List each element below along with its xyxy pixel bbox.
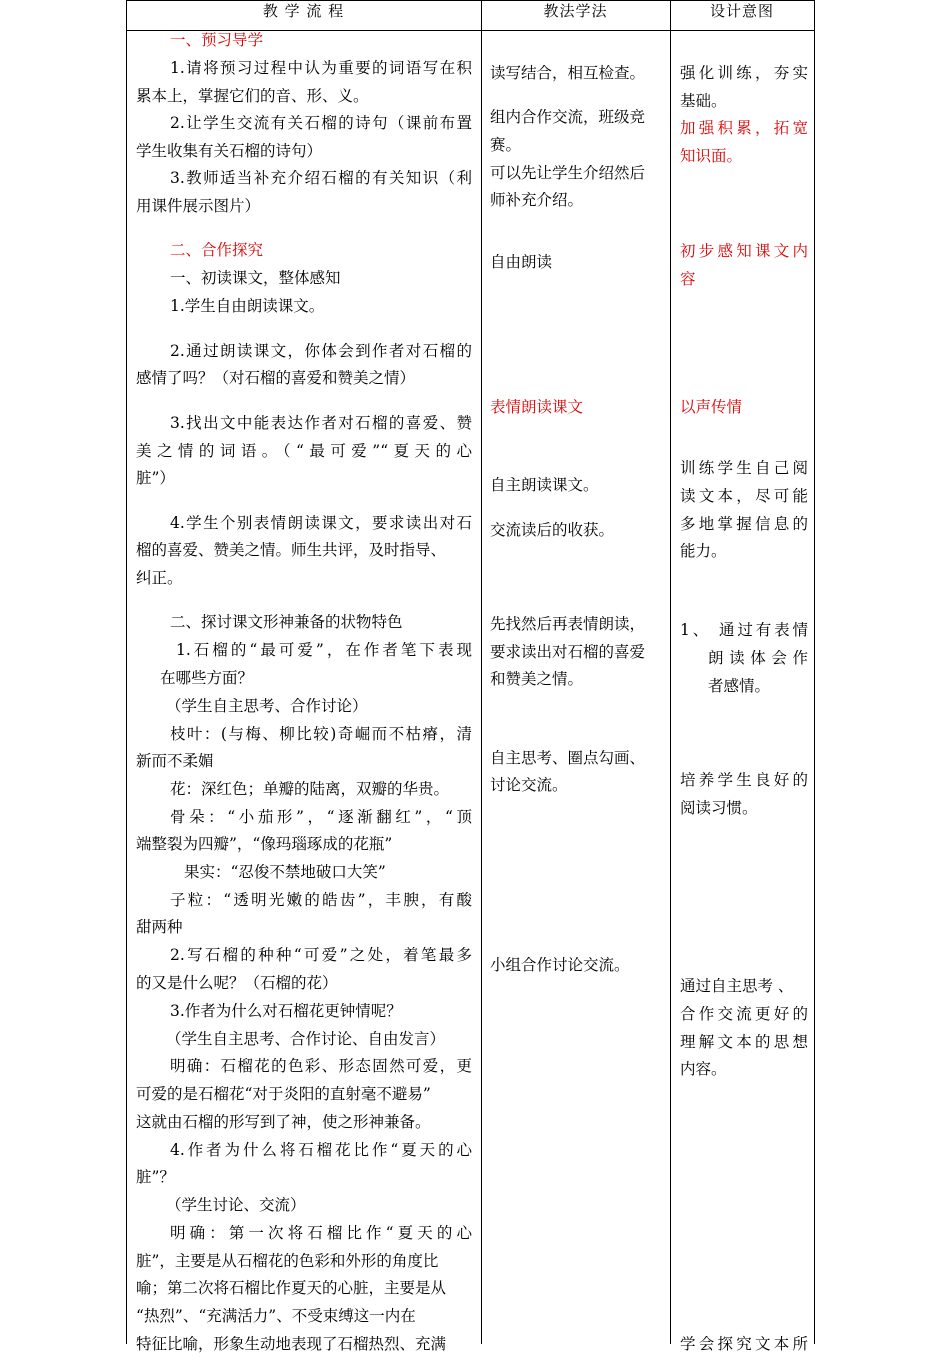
column-divider-2 xyxy=(670,0,671,1344)
intent-text: 知识面。 xyxy=(680,147,743,165)
method-text: 先找然后再表情朗读， xyxy=(490,615,646,633)
text-line: （学生自主思考、合作讨论、自由发言） xyxy=(166,1030,446,1048)
text-line: 纠正。 xyxy=(136,569,183,587)
intent-text: 阅读习惯。 xyxy=(680,799,758,817)
intent-text: 强化训练，夯实 xyxy=(680,64,808,82)
text-line: “热烈”、“充满活力”、不受束缚这一内在 xyxy=(136,1307,416,1325)
text-line: 明确：石榴花的色彩、形态固然可爱，更 xyxy=(170,1057,472,1075)
text-line: 4.学生个别表情朗读课文，要求读出对石 xyxy=(170,514,472,532)
text-line: 4.作者为什么将石榴花比作“夏天的心 xyxy=(170,1141,472,1159)
text-line: 3.作者为什么对石榴花更钟情呢？ xyxy=(170,1002,402,1020)
text-line: 1.学生自由朗读课文。 xyxy=(170,297,325,315)
text-line: 子粒：“透明光嫩的皓齿”，丰腴，有酸 xyxy=(170,891,472,909)
intent-text: 容 xyxy=(680,270,696,288)
intent-text: 加强积累，拓宽 xyxy=(680,119,808,137)
header-teaching-process: 教 学 流 程 xyxy=(262,2,345,20)
text-line: 感情了吗？（对石榴的喜爱和赞美之情） xyxy=(136,369,416,387)
method-text: 和赞美之情。 xyxy=(490,670,584,688)
text-line: 喻；第二次将石榴比作夏天的心脏，主要是从 xyxy=(136,1279,447,1297)
text-line: 果实：“忍俊不禁地破口大笑” xyxy=(184,863,386,881)
text-line: 花：深红色；单瓣的陆离，双瓣的华贵。 xyxy=(170,780,450,798)
method-text: 小组合作讨论交流。 xyxy=(490,956,630,974)
intent-text: 基础。 xyxy=(680,92,727,110)
intent-text: 学会探究文本所 xyxy=(680,1335,808,1353)
text-line: 美之情的词语。（“最可爱”“夏天的心 xyxy=(136,442,472,460)
method-text: 自由朗读 xyxy=(490,253,553,271)
text-line: 学生收集有关石榴的诗句） xyxy=(136,142,323,160)
table-left-border xyxy=(126,0,127,1344)
intent-text: 1、 通过有表情 xyxy=(680,621,808,639)
intent-text: 读文本，尽可能 xyxy=(680,487,808,505)
text-line: 这就由石榴的形写到了神，使之形神兼备。 xyxy=(136,1113,431,1131)
method-text: 赛。 xyxy=(490,136,522,154)
method-text: 要求读出对石榴的喜爱 xyxy=(490,643,646,661)
text-line: 3.找出文中能表达作者对石榴的喜爱、赞 xyxy=(170,414,472,432)
intent-text: 朗读体会作 xyxy=(708,649,808,667)
intent-text: 内容。 xyxy=(680,1060,727,1078)
method-text: 交流读后的收获。 xyxy=(490,521,615,539)
header-design-intent: 设计意图 xyxy=(709,2,774,20)
intent-text: 者感情。 xyxy=(708,677,771,695)
method-text: 自主朗读课文。 xyxy=(490,476,599,494)
section-title-preview: 一、预习导学 xyxy=(170,31,264,49)
text-line: 明确：第一次将石榴比作“夏天的心 xyxy=(170,1224,472,1242)
text-line: 2.写石榴的种种“可爱”之处，着笔最多 xyxy=(170,946,472,964)
text-line: 1.请将预习过程中认为重要的词语写在积 xyxy=(170,59,472,77)
text-line: 的又是什么呢？（石榴的花） xyxy=(136,974,338,992)
text-line: 2.通过朗读课文，你体会到作者对石榴的 xyxy=(170,342,472,360)
method-text: 组内合作交流，班级竞 xyxy=(490,108,646,126)
text-line: 端整裂为四瓣”，“像玛瑙琢成的花瓶” xyxy=(136,835,393,853)
text-line: （学生自主思考、合作讨论） xyxy=(166,697,368,715)
method-text: 可以先让学生介绍然后 xyxy=(490,164,646,182)
text-line: 在哪些方面？ xyxy=(160,669,254,687)
method-text: 表情朗读课文 xyxy=(490,398,584,416)
method-text: 读写结合，相互检查。 xyxy=(490,64,646,82)
text-line: 骨朵：“小茄形”，“逐渐翻红”，“顶 xyxy=(170,808,472,826)
intent-text: 理解文本的思想 xyxy=(680,1033,808,1051)
text-line: 2.让学生交流有关石榴的诗句（课前布置 xyxy=(170,114,472,132)
header-methods: 教法学法 xyxy=(543,2,608,20)
intent-text: 多地掌握信息的 xyxy=(680,515,808,533)
intent-text: 合作交流更好的 xyxy=(680,1005,808,1023)
text-line: 3.教师适当补充介绍石榴的有关知识（利 xyxy=(170,169,472,187)
text-line: 枝叶：(与梅、柳比较)奇崛而不枯瘠，清 xyxy=(170,725,472,743)
text-line: 特征比喻，形象生动地表现了石榴热烈、充满 xyxy=(136,1335,447,1353)
text-line: 脏”？ xyxy=(136,1168,175,1186)
text-line: 1.石榴的“最可爱”，在作者笔下表现 xyxy=(176,641,472,659)
text-line: 甜两种 xyxy=(136,918,183,936)
text-line: 脏”，主要是从石榴花的色彩和外形的角度比 xyxy=(136,1252,439,1270)
intent-text: 通过自主思考 、 xyxy=(680,977,794,995)
section-title-cooperation: 二、合作探究 xyxy=(170,241,264,259)
subsection-title: 二、探讨课文形神兼备的状物特色 xyxy=(170,613,403,631)
text-line: 榴的喜爱、赞美之情。师生共评，及时指导、 xyxy=(136,541,447,559)
text-line: 用课件展示图片） xyxy=(136,197,261,215)
text-line: 可爱的是石榴花“对于炎阳的直射毫不避易” xyxy=(136,1085,431,1103)
text-line: 累本上，掌握它们的音、形、义。 xyxy=(136,87,369,105)
lesson-plan-table xyxy=(126,0,814,1353)
text-line: （学生讨论、交流） xyxy=(166,1196,306,1214)
method-text: 自主思考、圈点勾画、 xyxy=(490,749,646,767)
text-line: 新而不柔媚 xyxy=(136,752,214,770)
intent-text: 能力。 xyxy=(680,542,727,560)
method-text: 讨论交流。 xyxy=(490,776,568,794)
intent-text: 初步感知课文内 xyxy=(680,242,808,260)
intent-text: 训练学生自己阅 xyxy=(680,459,808,477)
intent-text: 培养学生良好的 xyxy=(680,771,808,789)
subsection-title: 一、初读课文，整体感知 xyxy=(170,269,341,287)
intent-text: 以声传情 xyxy=(680,398,743,416)
method-text: 师补充介绍。 xyxy=(490,191,584,209)
text-line: 脏”） xyxy=(136,469,175,487)
